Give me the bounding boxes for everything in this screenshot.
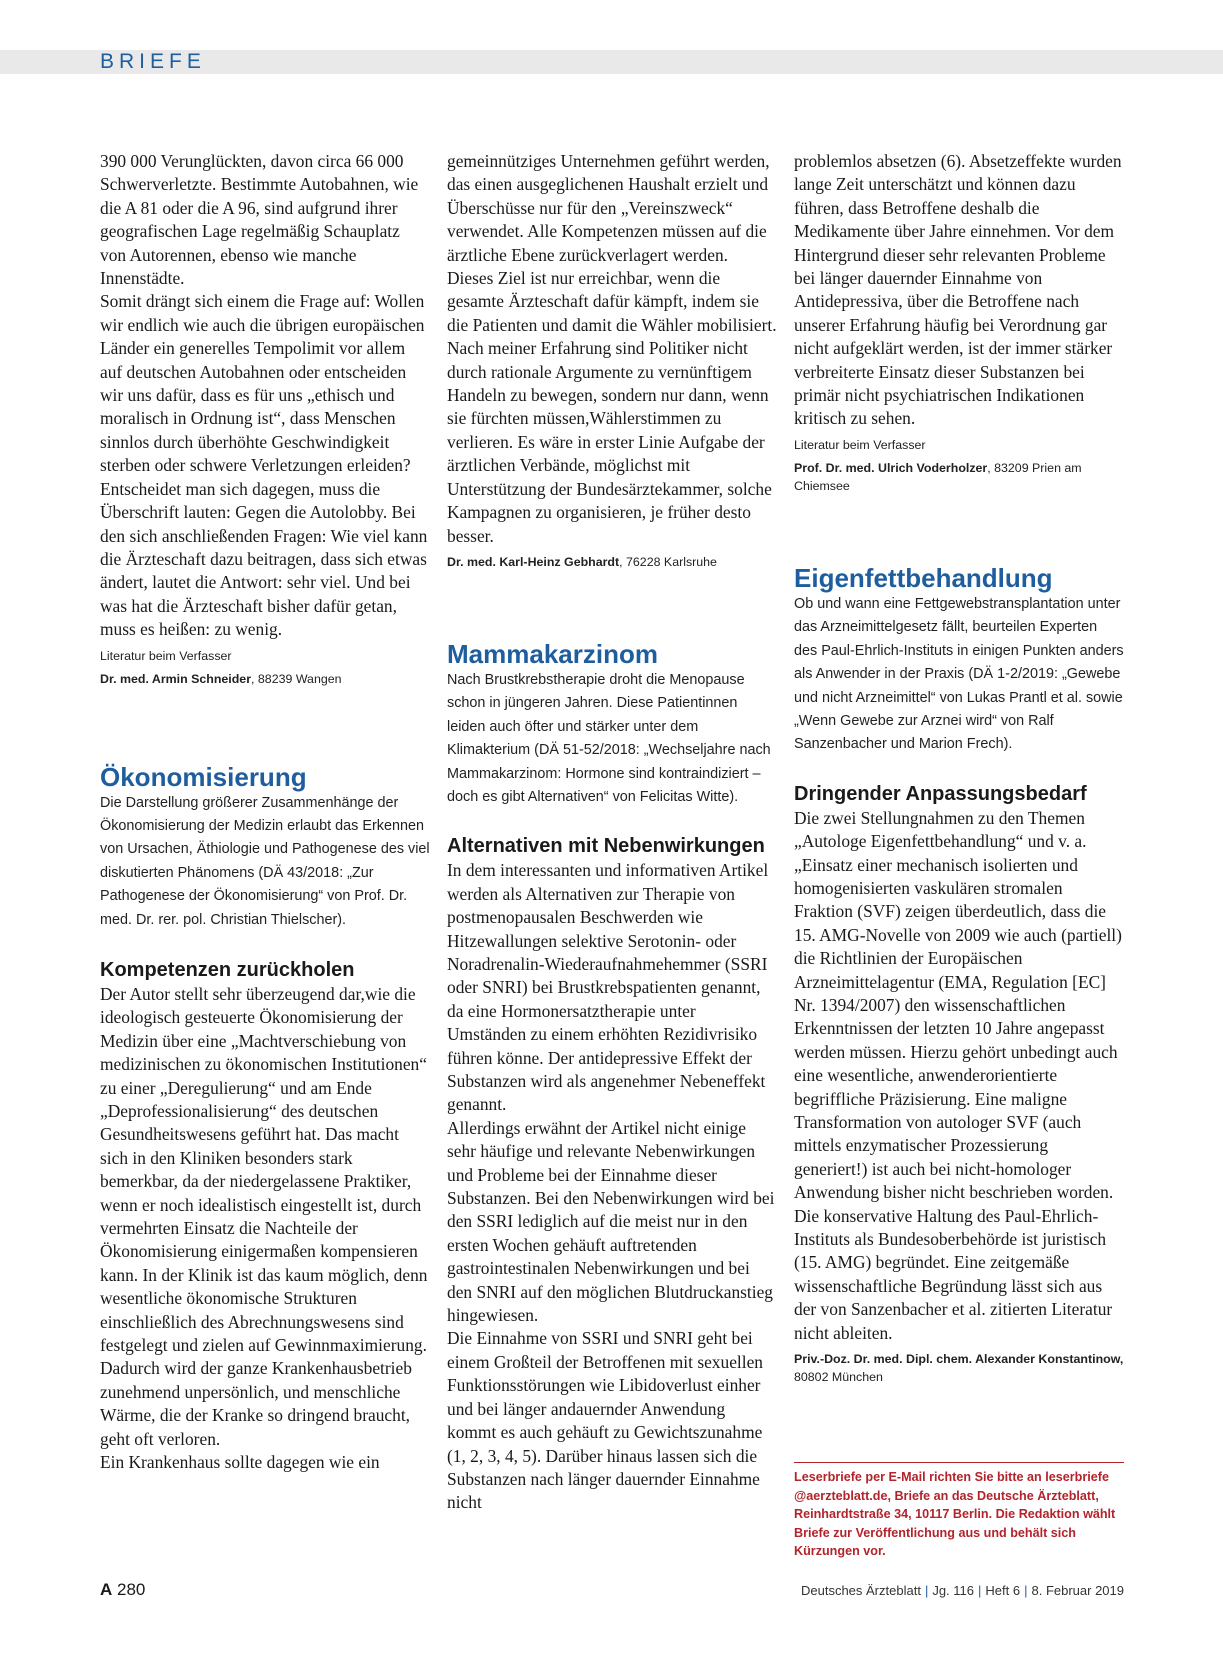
author-signature	[794, 459, 1124, 495]
paragraph: Allerdings erwähnt der Artikel nicht einige sehr häufige und relevante Nebenwirkungen und Probleme bei der Einnahme dieser Substanzen. Bei den Nebenwirkungen wird bei den SSRI lediglich auf die meist nur in den ersten Wochen gehäuft auftretenden gastrointestinalen Nebenwirkungen und bei den SNRI auf den möglichen Blutdruckanstieg hingewiesen.	[447, 1117, 775, 1326]
author-signature	[100, 670, 430, 688]
paragraph: Somit drängt sich einem die Frage auf: Wollen wir endlich wie auch die übrigen europäischen Länder ein generelles Tempolimit vor allem auf deutschen Autobahnen oder entscheiden wir uns dafür, dass es für uns „ethisch und moralisch in Ordnung ist“, dass Menschen sinnlos durch überhöhte Geschwindigkeit sterben oder schwere Verletzungen erleiden?	[100, 291, 425, 476]
paragraph: Die zwei Stellungnahmen zu den Themen „Autologe Eigenfettbehandlung“ und v. a. „Einsatz einer mechanisch isolierten und homogenisierten vaskulären stromalen Fraktion (SVF) zeigen überdeutlich, dass die 15. AMG-Novelle von 2009 wie auch (partiell) die Richtlinien der Europäischen Arzneimittelagentur (EMA, Regulation [EC] Nr. 1394/2007) den wissenschaftlichen Erkenntnissen der letzten 10 Jahre angepasst werden müssen. Hierzu gehört unbedingt auch eine wesentliche, anwenderorientierte begriffliche Präzisierung. Eine maligne Transformation von autologer SVF (auch mittels enzymatischer Prozessierung generiert!) ist auch bei nicht-homologer Anwendung bisher nicht beschrieben worden. Die konservative Haltung des Paul-Ehrlich-Instituts als Bundesoberbehörde ist juristisch (15. AMG) begründet. Eine zeitgemäße wissenschaftliche Begründung lässt sich aus der von Sanzenbacher et al. zitierten Literatur nicht ableiten.	[794, 807, 1122, 1343]
author-name: Prof. Dr. med. Ulrich Voderholzer	[794, 460, 988, 475]
author-place: , 76228 Karlsruhe	[619, 554, 717, 569]
letter-tempolimit-body	[100, 150, 430, 642]
letter-subtitle: Kompetenzen zurückholen	[100, 958, 355, 981]
journal-volume: Jg. 116	[932, 1583, 975, 1598]
letter-body	[794, 150, 1124, 431]
letter-body	[447, 859, 777, 1514]
journal-footer	[794, 1583, 1124, 1598]
author-name: Priv.-Doz. Dr. med. Dipl. chem. Alexander Konstantinow,	[794, 1352, 1124, 1367]
column-3	[794, 150, 1124, 1386]
paragraph: Ein Krankenhaus sollte dagegen wie ein	[100, 1452, 380, 1473]
author-signature	[447, 553, 777, 571]
journal-name: Deutsches Ärzteblatt	[800, 1583, 921, 1598]
letter-lead: Ob und wann eine Fettgewebstransplantation unter das Arzneimittelgesetz fällt, beurteilen Experten des Paul-Ehrlich-Instituts in einigen Punkten anders als Anwender in der Praxis (DÄ 1-2/2019: „Gewebe und nicht Arzneimittel“ von Lukas Prantl et al. sowie „Wenn Gewebe zur Arznei wird“ von Ralf Sanzenbacher und Marion Frech).	[794, 595, 1124, 753]
letter-subtitle: Dringender Anpassungsbedarf	[794, 782, 1087, 805]
author-name: Dr. med. Armin Schneider	[100, 671, 252, 686]
letter-title: Mammakarzinom	[447, 638, 658, 669]
paragraph: 390 000 Verunglückten, davon circa 66 000 Schwerverletzte. Bestimmte Autobahnen, wie die A 81 oder die A 96, sind aufgrund ihrer geografischen Lage regelmäßig Schauplatz von Autorennen, ebenso wie manche Innenstädte.	[100, 151, 419, 289]
page-number	[100, 1580, 145, 1600]
paragraph: problemlos absetzen (6). Absetzeffekte wurden lange Zeit unterschätzt und können dazu führen, dass Betroffene deshalb die Medikamente über Jahre einnehmen. Vor dem Hintergrund dieser sehr relevanten Probleme bei länger dauernder Einnahme von Antidepressiva, über die Betroffene nach unserer Erfahrung häufig bei Verordnung gar nicht aufgeklärt werden, ist der immer stärker verbreiterte Einsatz dieser Substanzen bei primär nicht psychiatrischen Indikationen kritisch zu sehen.	[794, 151, 1122, 429]
column-1	[100, 150, 430, 1475]
reference-note: Literatur beim Verfasser	[100, 648, 232, 663]
author-place: , 88239 Wangen	[251, 671, 342, 686]
letter-lead: Die Darstellung größerer Zusammenhänge der Ökonomisierung der Medizin erlaubt das Erkennen von Ursachen, Äthiologie und Pathogenese des viel diskutierten Phänomens (DÄ 43/2018: „Zur Pathogenese der Ökonomisierung“ von Prof. Dr. med. Dr. rer. pol. Christian Thielscher).	[100, 794, 430, 928]
journal-date: 8. Februar 2019	[1031, 1583, 1124, 1598]
author-place: , 83209 Prien am Chiemsee	[794, 460, 1082, 493]
paragraph: Die Einnahme von SSRI und SNRI geht bei einem Großteil der Betroffenen mit sexuellen Funktionsstörungen wie Libidoverlust einher und bei länger andauernder Anwendung kommt es auch gehäuft zu Gewichtszunahme (1, 2, 3, 4, 5). Darüber hinaus lassen sich die Substanzen nach länger dauernder Einnahme nicht	[447, 1328, 763, 1513]
footer-separator: |	[1024, 1583, 1028, 1598]
journal-issue: Heft 6	[985, 1583, 1021, 1598]
paragraph: gemeinnütziges Unternehmen geführt werden, das einen ausgeglichenen Haushalt erzielt und Überschüsse nur für den „Vereinszweck“ verwendet. Alle Kompetenzen müssen auf die ärztliche Ebene zurückverlagert werden. Dieses Ziel ist nur erreichbar, wenn die gesamte Ärzteschaft dafür kämpft, indem sie die Patienten und damit die Wähler mobilisiert. Nach meiner Erfahrung sind Politiker nicht durch rationale Argumente zu vernünftigem Handeln zu bewegen, sondern nur dann, wenn sie fürchten müssen,Wählerstimmen zu verlieren. Es wäre in erster Linie Aufgabe der ärztlichen Verbände, möglichst mit Unterstützung der Bundesärztekammer, solche Kampagnen zu organisieren, je früher desto besser.	[447, 151, 777, 546]
letter-body	[100, 983, 430, 1475]
letters-submission-notice: Leserbriefe per E-Mail richten Sie bitte an leserbriefe @aerzteblatt.de, Briefe an das Deutsche Ärzteblatt, Reinhardtstraße 34, 10117 Berlin. Die Redaktion wählt Briefe zur Veröffentlichung aus und behält sich Kürzungen vor.	[794, 1462, 1124, 1561]
footer-separator: |	[924, 1583, 929, 1598]
paragraph: Entscheidet man sich dagegen, muss die Überschrift lauten: Gegen die Autolobby. Bei den sich anschließenden Fragen: Wie viel kann die Ärzteschaft dazu beitragen, dass sich etwas ändert, lautet die Antwort: sehr viel. Und bei was hat die Ärzteschaft bisher dafür getan, muss es heißen: zu wenig.	[100, 478, 428, 640]
column-2	[447, 150, 777, 1515]
footer-separator: |	[978, 1583, 982, 1598]
author-name: Dr. med. Karl-Heinz Gebhardt	[447, 554, 620, 569]
letter-body	[794, 807, 1124, 1345]
letter-title: Ökonomisierung	[100, 761, 307, 792]
letter-title: Eigenfettbehandlung	[794, 562, 1053, 593]
paragraph: Der Autor stellt sehr überzeugend dar,wie die ideologisch gesteuerte Ökonomisierung der Medizin über eine „Machtverschiebung von medizinischen zu ökonomischen Institutionen“ zu einer „Deregulierung“ und am Ende „Deprofessionalisierung“ des deutschen Gesundheitswesens geführt hat. Das macht sich in den Kliniken besonders stark bemerkbar, da der niedergelassene Praktiker, wenn er noch idealistisch eingestellt ist, durch vermehrten Einsatz die Nachteile der Ökonomisierung einigermaßen kompensieren kann. In der Klinik ist das kaum möglich, denn wesentliche ökonomische Strukturen einschließlich des Abrechnungswesens sind festgelegt und zielen auf Gewinnmaximierung. Dadurch wird der ganze Krankenhausbetrieb zunehmend unpersönlich, und menschliche Wärme, die der Kranke so dringend braucht, geht oft verloren.	[100, 983, 428, 1449]
letter-subtitle: Alternativen mit Nebenwirkungen	[447, 835, 765, 858]
author-place: 80802 München	[794, 1370, 883, 1385]
reference-note: Literatur beim Verfasser	[794, 437, 926, 452]
page-prefix: A	[100, 1580, 113, 1599]
letter-lead: Nach Brustkrebstherapie droht die Menopause schon in jüngeren Jahren. Diese Patientinnen leiden auch öfter und stärker unter dem Klimakterium (DÄ 51-52/2018: „Wechseljahre nach Mammakarzinom: Hormone sind kontraindiziert – doch es gibt Alternativen“ von Felicitas Witte).	[447, 671, 771, 805]
section-label: BRIEFE	[100, 50, 206, 73]
letter-body	[447, 150, 777, 548]
author-signature	[794, 1350, 1124, 1386]
paragraph: In dem interessanten und informativen Artikel werden als Alternativen zur Therapie von postmenopausalen Beschwerden wie Hitzewallungen selektive Serotonin- oder Noradrenalin-Wiederaufnahmehemmer (SSRI oder SNRI) bei Brustkrebspatienten genannt, da eine Hormonersatztherapie unter Umständen zu einem erhöhten Rezidivrisiko führen könne. Der antidepressive Effekt der Substanzen wird als angenehmer Nebeneffekt genannt.	[447, 860, 769, 1115]
page-number-value: 280	[117, 1580, 146, 1599]
